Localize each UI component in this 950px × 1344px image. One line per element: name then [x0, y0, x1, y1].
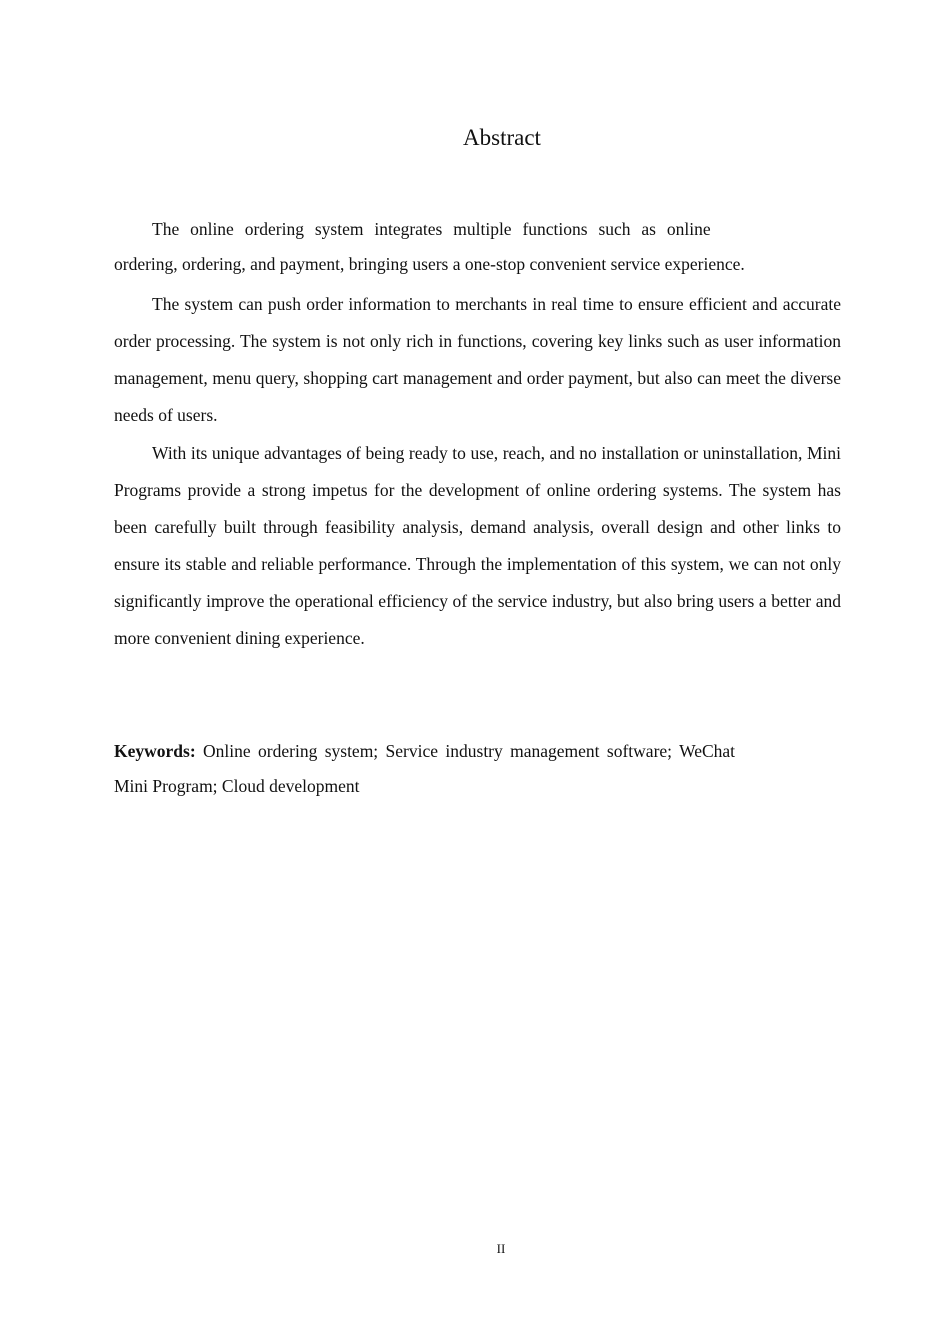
abstract-paragraph-3: With its unique advantages of being ready to use, reach, and no installation or uninstallation, Mini Programs provide a strong impetus for the development of online ordering systems. The system has been carefully built through feasibility analysis, demand analysis, overall design and other links to ensure its stable and reliable performance. Through the implementation of this system, we can not only significantly improve the operational efficiency of the service industry, but also bring users a better and more convenient dining experience.: [114, 443, 841, 648]
keywords-label: Keywords:: [114, 741, 196, 761]
paragraph-1-line-1: The online ordering system integrates multiple functions such as online: [152, 219, 711, 239]
abstract-paragraph-2: The system can push order information to merchants in real time to ensure efficient and accurate order processing. The system is not only rich in functions, covering key links such as user information management, menu query, shopping cart management and order payment, but also can meet the diverse needs of users.: [114, 294, 841, 425]
keywords-section: [114, 734, 841, 804]
paragraph-1-line-2: ordering, ordering, and payment, bringing users a one-stop convenient service experience.: [114, 254, 745, 274]
keywords-text-line-1: Online ordering system; Service industry management software; WeChat: [203, 741, 736, 761]
keywords-line-1: [114, 734, 841, 769]
abstract-paragraph-1: [114, 212, 841, 282]
page-title: Abstract: [463, 125, 541, 150]
keywords-text-line-2: Mini Program; Cloud development: [114, 776, 360, 796]
page-number: II: [496, 1241, 506, 1256]
